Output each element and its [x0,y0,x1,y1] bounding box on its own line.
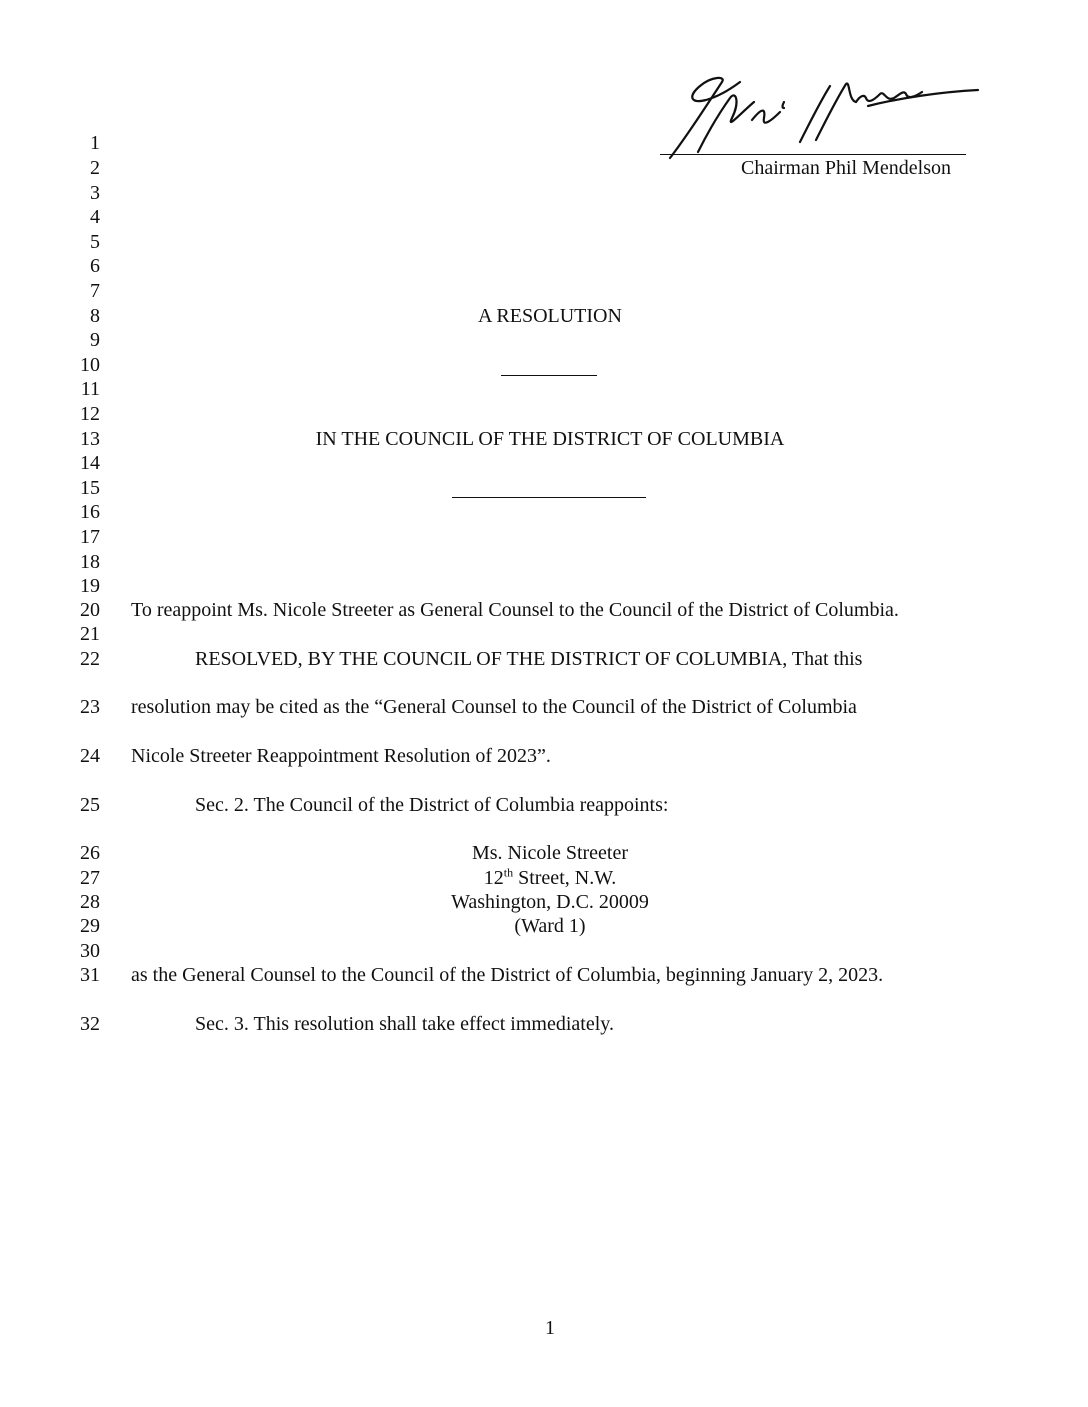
resolved-line-1: RESOLVED, BY THE COUNCIL OF THE DISTRICT OF COLUMBIA, That this [195,648,863,670]
line-number: 3 [90,182,100,204]
signature-line [660,154,966,155]
line-number: 30 [80,940,100,962]
signature-caption: Chairman Phil Mendelson [741,157,951,179]
line-number: 2 [90,157,100,179]
line-number: 12 [80,403,100,425]
line-number: 19 [80,575,100,597]
line-number: 32 [80,1013,100,1035]
appointee-ward: (Ward 1) [514,915,586,937]
line-number: 31 [80,964,100,986]
address-number: 12 [483,867,504,889]
address-street: Street, N.W. [513,867,617,889]
line-number: 21 [80,623,100,645]
appointee-street [0,866,1088,890]
line-number: 9 [90,329,100,351]
line-number: 14 [80,452,100,474]
address-suffix: th [503,865,514,880]
line-number: 5 [90,231,100,253]
line-number: 26 [80,842,100,864]
line-number: 29 [80,915,100,937]
line-number: 18 [80,551,100,573]
appointee-city: Washington, D.C. 20009 [451,891,649,913]
date-blank [452,497,646,498]
line-number: 24 [80,745,100,767]
line-number: 4 [90,206,100,228]
line-number: 16 [80,501,100,523]
line-number: 15 [80,477,100,499]
line-number: 11 [80,378,100,400]
line-number: 23 [80,696,100,718]
council-heading: IN THE COUNCIL OF THE DISTRICT OF COLUMBIA [315,428,785,450]
line-number: 1 [90,132,100,154]
section-2: Sec. 2. The Council of the District of Columbia reappoints: [195,794,669,816]
line-number: 22 [80,648,100,670]
appointee-name: Ms. Nicole Streeter [471,842,629,864]
resolution-number-blank [501,375,597,376]
line-number: 8 [90,305,100,327]
section-3: Sec. 3. This resolution shall take effect immediately. [195,1013,614,1035]
line-number: 25 [80,794,100,816]
page-number: 1 [545,1317,555,1339]
line-number: 28 [80,891,100,913]
line-number: 7 [90,280,100,302]
signature-image [660,72,980,162]
resolved-line-2: resolution may be cited as the “General Counsel to the Council of the District of Columbia [131,696,857,718]
resolved-line-3: Nicole Streeter Reappointment Resolution of 2023”. [131,745,551,767]
line-number: 17 [80,526,100,548]
line-number: 6 [90,255,100,277]
resolution-title: A RESOLUTION [478,305,622,327]
line-number: 20 [80,599,100,621]
line-number: 27 [80,867,100,889]
line-number: 10 [80,354,100,376]
line-number: 13 [80,428,100,450]
appointment-clause: as the General Counsel to the Council of the District of Columbia, beginning January 2, 2023. [131,964,884,986]
purpose-text: To reappoint Ms. Nicole Streeter as General Counsel to the Council of the District of Columbia. [131,599,899,621]
